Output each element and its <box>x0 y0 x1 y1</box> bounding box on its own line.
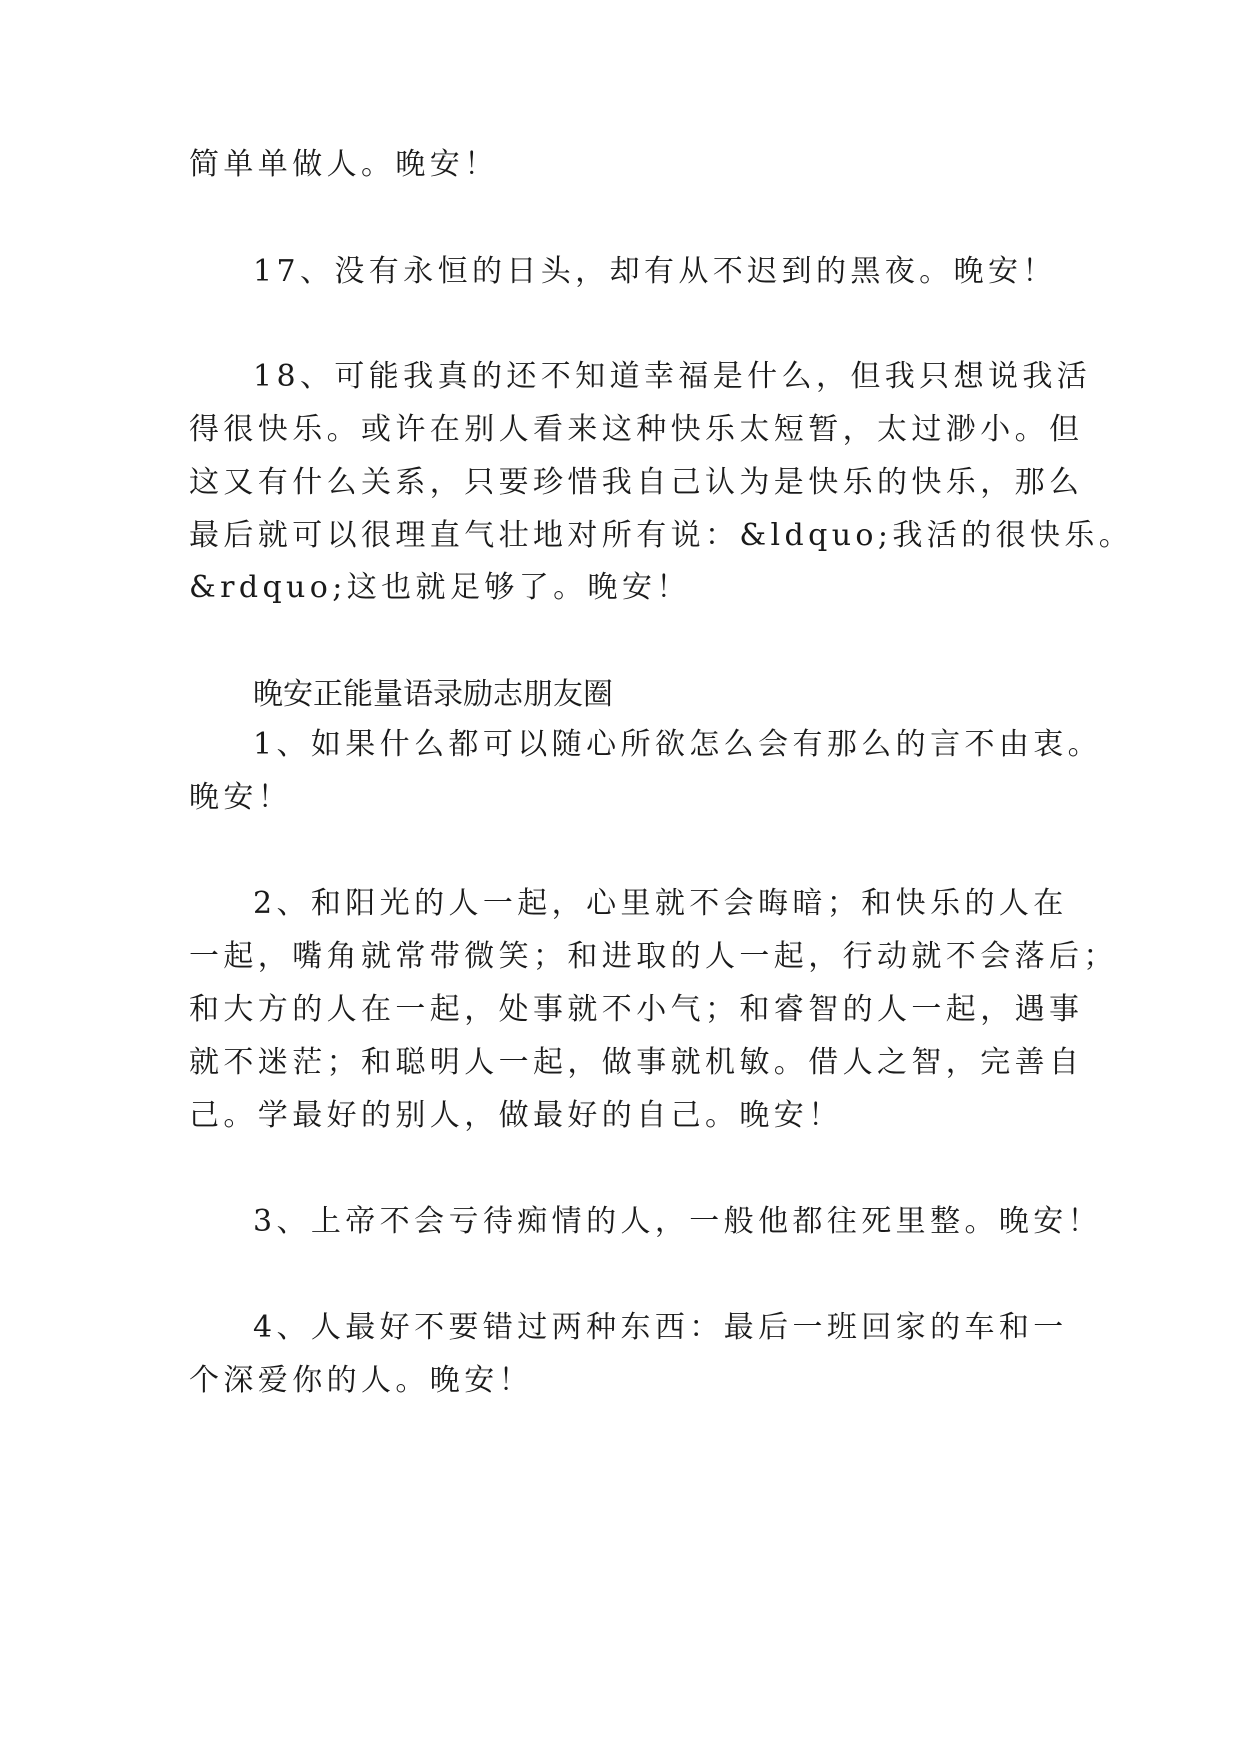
paragraph-18-line-5: &rdquo;这也就足够了。晚安！ <box>189 570 691 605</box>
section-item-1-line-1: 1、如果什么都可以随心所欲怎么会有那么的言不由衷。 <box>253 727 1103 762</box>
paragraph-18-line-2: 得很快乐。或许在别人看来这种快乐太短暂，太过渺小。但 <box>189 412 1084 447</box>
section-item-3-line-1: 3、上帝不会亏待痴情的人，一般他都往死里整。晚安！ <box>253 1204 1103 1239</box>
section-item-2-line-1: 2、和阳光的人一起，心里就不会晦暗；和快乐的人在 <box>253 886 1068 921</box>
section-item-2-line-3: 和大方的人在一起，处事就不小气；和睿智的人一起，遇事 <box>189 992 1084 1027</box>
section-item-2-line-5: 己。学最好的别人，做最好的自己。晚安！ <box>189 1098 843 1133</box>
paragraph-18-line-1: 18、可能我真的还不知道幸福是什么，但我只想说我活 <box>253 359 1092 394</box>
paragraph-17-line-1: 17、没有永恒的日头，却有从不迟到的黑夜。晚安！ <box>253 254 1057 289</box>
section-item-2-line-4: 就不迷茫；和聪明人一起，做事就机敏。借人之智，完善自 <box>189 1045 1084 1080</box>
paragraph-18-line-4: 最后就可以很理直气壮地对所有说：&ldquo;我活的很快乐。 <box>189 518 1134 553</box>
section-heading: 晚安正能量语录励志朋友圈 <box>253 677 613 712</box>
paragraph-16-line-1: 简单单做人。晚安！ <box>189 147 499 182</box>
section-item-4-line-1: 4、人最好不要错过两种东西：最后一班回家的车和一 <box>253 1310 1068 1345</box>
paragraph-18-line-3: 这又有什么关系，只要珍惜我自己认为是快乐的快乐，那么 <box>189 465 1084 500</box>
section-item-4-line-2: 个深爱你的人。晚安！ <box>189 1363 533 1398</box>
section-item-1-line-2: 晚安！ <box>189 780 293 815</box>
section-item-2-line-2: 一起，嘴角就常带微笑；和进取的人一起，行动就不会落后； <box>189 939 1118 974</box>
